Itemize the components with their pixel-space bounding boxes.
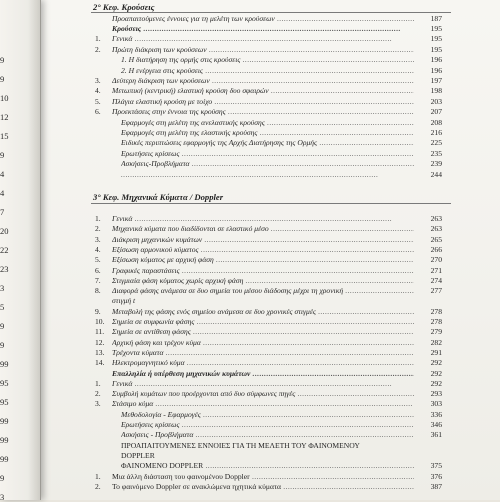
toc-entry-number: 5. — [95, 96, 101, 106]
previous-page-number: 12 — [0, 112, 9, 122]
toc-entry-title: Πρώτη διάκριση των κρούσεων ..... — [112, 46, 414, 54]
toc-entry-title: 2. Η ενέργεια στις κρούσεις ..... — [121, 67, 414, 75]
toc-entry-number: 8. — [95, 286, 101, 296]
toc-entry-page: 279 — [430, 327, 442, 337]
toc-entry-page: 266 — [430, 244, 442, 254]
toc-entry-title: Πλάγια ελαστική κρούση με τοίχο ..... — [112, 98, 414, 106]
toc-entry-page: 195 — [430, 44, 442, 54]
toc-entry-page: 225 — [430, 138, 442, 148]
toc-entry — [41, 349, 500, 357]
toc-entry — [41, 56, 500, 64]
previous-page-number: 99 — [0, 454, 9, 464]
toc-entry-number: 1. — [95, 471, 101, 481]
toc-entry-title: Διαφορά φάσης ανάμεσα σε δυο σημεία του μέσου διάδοσης μέχρι τη χρονική ..... — [112, 287, 414, 295]
toc-entry — [41, 267, 500, 275]
toc-entry-number: 2. — [95, 44, 101, 54]
toc-entry-number: 5. — [95, 255, 101, 265]
toc-entry-title: Γραφικές παραστάσεις ..... — [112, 267, 414, 275]
toc-entry — [41, 215, 500, 223]
previous-page-number: 10 — [0, 93, 9, 103]
toc-entry-title: Συμβολή κυμάτων που προέρχονται από δυο σύμφωνες πηγές ..... — [112, 390, 414, 398]
toc-entry — [41, 256, 500, 264]
toc-entry-page: 198 — [430, 86, 442, 96]
toc-entry-number: 9. — [95, 306, 101, 316]
toc-entry-title: Κρούσεις ..... — [112, 25, 414, 33]
toc-entry — [41, 277, 500, 285]
toc-entry — [41, 400, 500, 408]
toc-entry — [41, 46, 500, 54]
toc-entry — [41, 160, 500, 168]
previous-page-number: 3 — [0, 283, 5, 293]
toc-entry — [41, 473, 500, 481]
toc-entry — [41, 15, 500, 23]
toc-entry-page: 292 — [430, 368, 442, 378]
toc-entry-number: 7. — [95, 275, 101, 285]
toc-entry-number: 1. — [95, 34, 101, 44]
previous-page-number: 9 — [0, 74, 5, 84]
toc-entry-page: 203 — [430, 96, 442, 106]
previous-page-number: 9 — [0, 473, 5, 483]
toc-entry-title: Αρχική φάση και τρέχον κύμα ..... — [112, 339, 414, 347]
toc-entry-title: Τρέχοντα κύματα ..... — [112, 349, 414, 357]
toc-entry-page: 235 — [430, 148, 442, 158]
toc-entry — [41, 452, 500, 460]
toc-entry-number: 3. — [95, 399, 101, 409]
toc-entry-page: 197 — [430, 75, 442, 85]
toc-entry-page: 271 — [430, 265, 442, 275]
toc-entry — [41, 483, 500, 491]
toc-entry — [41, 119, 500, 127]
toc-entry-page: 207 — [430, 107, 442, 117]
previous-page-number: 99 — [0, 416, 9, 426]
toc-entry — [41, 390, 500, 398]
previous-page-number: 20 — [0, 226, 9, 236]
toc-entry — [41, 150, 500, 158]
toc-entry-title: στιγμή t — [112, 297, 136, 306]
toc-entry — [41, 77, 500, 85]
toc-entry-title: Εφαρμογές στη μελέτη της ανελαστικής κρούσης ..... — [121, 119, 414, 127]
toc-entry-title: Γενικά ..... — [112, 35, 414, 43]
toc-entry-title: Το φαινόμενο Doppler σε ανακλώμενα ηχητικά κύματα ..... — [112, 483, 414, 491]
toc-entry-title: Γενικά ..... — [112, 215, 414, 223]
toc-entry-number: 6. — [95, 265, 101, 275]
toc-entry-title: Ασκήσεις-Προβλήματα ..... — [121, 160, 414, 168]
previous-page-number: 9 — [0, 321, 5, 331]
previous-page-number: 9 — [0, 55, 5, 65]
toc-entry-title: ΦΑΙΝΟΜΕΝΟ DOPPLER ..... — [121, 462, 414, 470]
section-3-heading: 3° Κεφ. Μηχανικά Κύματα / Doppler — [93, 192, 224, 202]
toc-entry — [41, 297, 500, 305]
toc-entry — [41, 380, 500, 388]
toc-entry-number: 2. — [95, 389, 101, 399]
toc-entry-page: 195 — [430, 23, 442, 33]
toc-entry — [41, 442, 500, 450]
toc-entry-page: 208 — [430, 117, 442, 127]
toc-entry-page: 346 — [430, 420, 442, 429]
toc-entry-page: 196 — [430, 55, 442, 65]
previous-page-number: 99 — [0, 435, 9, 445]
toc-entry — [41, 236, 500, 244]
toc-entry-title: Σημεία σε αντίθεση φάσης ..... — [112, 328, 414, 336]
toc-entry-number: 2. — [95, 481, 101, 491]
toc-entry-title: Ηλεκτρομαγνητικό κύμα ..... — [112, 359, 414, 367]
toc-entry-page: 239 — [430, 159, 442, 169]
toc-entry-page: 244 — [430, 169, 442, 179]
toc-entry — [41, 339, 500, 347]
previous-page-number: 9 — [0, 150, 5, 160]
previous-page-number: 4 — [0, 188, 5, 198]
toc-entry — [41, 462, 500, 470]
toc-entry — [41, 370, 500, 378]
toc-entry-title: Μεταβολή της φάσης ενός σημείου ανάμεσα σε δυο χρονικές στιγμές ..... — [112, 308, 414, 316]
toc-entry-title: Δεύτερη διάκριση των κρούσεων ..... — [112, 77, 414, 85]
toc-entry-page: 270 — [430, 255, 442, 265]
toc-entry-page: 336 — [430, 409, 442, 419]
previous-page-number: 22 — [0, 245, 9, 255]
toc-entry — [41, 129, 500, 137]
toc-entry — [41, 308, 500, 316]
toc-entry-title: Στιγμιαία φάση κύματος χωρίς αρχική φάση ..... — [112, 277, 414, 285]
toc-entry-title: Διάκριση μηχανικών κυμάτων ..... — [112, 236, 414, 244]
toc-entry-title: Σημεία σε συμφωνία φάσης ..... — [112, 318, 414, 326]
toc-entry-page: 282 — [430, 337, 442, 347]
toc-entry-page: 278 — [430, 317, 442, 326]
toc-entry-number: 12. — [95, 337, 105, 347]
toc-entry-page: 292 — [430, 358, 442, 368]
previous-page-number: 5 — [0, 302, 5, 312]
toc-entry-title: 1. Η διατήρηση της ορμής στις κρούσεις ..... — [121, 56, 414, 64]
toc-entry — [41, 87, 500, 95]
toc-entry — [41, 411, 500, 419]
toc-entry-title: Μηχανικά κύματα που διαδίδονται σε ελαστικό μέσο ..... — [112, 225, 414, 233]
toc-entry-page: 277 — [430, 286, 442, 296]
toc-entry-page: 387 — [430, 481, 442, 491]
section-3-rule — [91, 203, 451, 204]
toc-entry-number: 2. — [95, 224, 101, 234]
toc-entry-number: 3. — [95, 75, 101, 85]
toc-entry-number: 1. — [95, 214, 101, 223]
previous-page-number: 15 — [0, 131, 9, 141]
toc-entry-page: 376 — [430, 471, 442, 481]
previous-page-edge — [0, 0, 41, 500]
toc-entry-number: 4. — [95, 86, 101, 96]
toc-entry-page: 195 — [430, 34, 442, 44]
previous-page-number: 9 — [0, 340, 5, 350]
toc-entry — [41, 171, 500, 179]
toc-entry-page: 265 — [430, 234, 442, 244]
previous-page-number: 99 — [0, 359, 9, 369]
toc-entry — [41, 108, 500, 116]
previous-page-number: 3 — [0, 492, 5, 502]
toc-entry-page: 187 — [430, 13, 442, 23]
toc-entry-title: Ερωτήσεις κρίσεως ..... — [121, 150, 414, 158]
toc-entry — [41, 35, 500, 43]
toc-entry-title: Εξίσωση κύματος με αρχική φάση ..... — [112, 256, 414, 264]
toc-entry-number: 4. — [95, 244, 101, 254]
toc-entry-page: 196 — [430, 65, 442, 75]
toc-entry — [41, 431, 500, 439]
previous-page-number: 23 — [0, 264, 9, 274]
toc-entry — [41, 139, 500, 147]
toc-entry-page: 291 — [430, 347, 442, 357]
toc-entry — [41, 359, 500, 367]
toc-entry-page: 274 — [430, 275, 442, 285]
previous-page-number: 95 — [0, 378, 9, 388]
toc-entry-title: Μια άλλη διάσταση του φαινομένου Doppler ..... — [112, 473, 414, 481]
toc-entry-page: 375 — [430, 461, 442, 471]
toc-entry-title: Μετωπική (κεντρική) ελαστική κρούση δυο σφαιρών ..... — [112, 87, 414, 95]
toc-entry — [41, 225, 500, 233]
toc-entry-number: 14. — [95, 358, 105, 368]
toc-entry-title: Ειδικές περιπτώσεις εφαρμογής της Αρχής Διατήρησης της Ορμής ..... — [121, 139, 414, 147]
toc-entry-page: 216 — [430, 127, 442, 137]
toc-entry-title: Ερωτήσεις κρίσεως ..... — [121, 421, 414, 429]
toc-entry-title — [121, 171, 414, 179]
section-2-rule — [91, 12, 451, 13]
toc-entry-page: 361 — [430, 430, 442, 440]
toc-entry-number: 13. — [95, 347, 105, 357]
toc-entry-number: 1. — [95, 378, 101, 388]
toc-entry — [41, 67, 500, 75]
toc-entry-number: 11. — [95, 327, 105, 337]
toc-entry-page: 278 — [430, 306, 442, 316]
toc-entry — [41, 98, 500, 106]
toc-entry-title: Προεκτάσεις στην έννοια της κρούσης ..... — [112, 108, 414, 116]
toc-entry-title: ΠΡΟΑΠΑΙΤΟΥΜΕΝΕΣ ΕΝΝΟΙΕΣ ΓΙΑ ΤΗ ΜΕΛΕΤΗ ΤΟΥ ΦΑΙΝΟΜΕΝΟΥ — [121, 441, 360, 450]
toc-entry-title: Εξίσωση αρμονικού κύματος ..... — [112, 246, 414, 254]
toc-entry — [41, 421, 500, 429]
toc-entry-title: Γενικά ..... — [112, 380, 414, 388]
toc-entry — [41, 328, 500, 336]
toc-entry-title: DOPPLER — [121, 451, 155, 460]
table-of-contents-page — [41, 0, 500, 500]
toc-entry-title: Μεθοδολογία - Εφαρμογές ..... — [121, 411, 414, 419]
toc-entry-page: 293 — [430, 389, 442, 399]
toc-entry-title: Επαλληλία ή υπέρθεση μηχανικών κυμάτων ..... — [112, 370, 414, 378]
previous-page-number: 7 — [0, 207, 5, 217]
toc-entry-title: Ασκήσεις - Προβλήματα ..... — [121, 431, 414, 439]
previous-page-number: 4 — [0, 169, 5, 179]
toc-entry — [41, 25, 500, 33]
section-2-heading: 2° Κεφ. Κρούσεις — [93, 2, 155, 12]
toc-entry-number: 6. — [95, 107, 101, 117]
toc-entry-title: Προαπαιτούμενες έννοιες για τη μελέτη των κρούσεων ..... — [112, 15, 414, 23]
toc-entry-number: 3. — [95, 234, 101, 244]
previous-page-number: 95 — [0, 397, 9, 407]
toc-entry-title: Εφαρμογές στη μελέτη της ελαστικής κρούσης ..... — [121, 129, 414, 137]
toc-entry — [41, 318, 500, 326]
toc-entry-page: 263 — [430, 224, 442, 234]
toc-entry-page: 303 — [430, 399, 442, 409]
toc-entry-title: Στάσιμο κύμα ..... — [112, 400, 414, 408]
toc-entry — [41, 287, 500, 295]
toc-entry-page: 292 — [430, 378, 442, 388]
toc-entry — [41, 246, 500, 254]
toc-entry-page: 263 — [430, 214, 442, 223]
toc-entry-number: 10. — [95, 317, 105, 326]
